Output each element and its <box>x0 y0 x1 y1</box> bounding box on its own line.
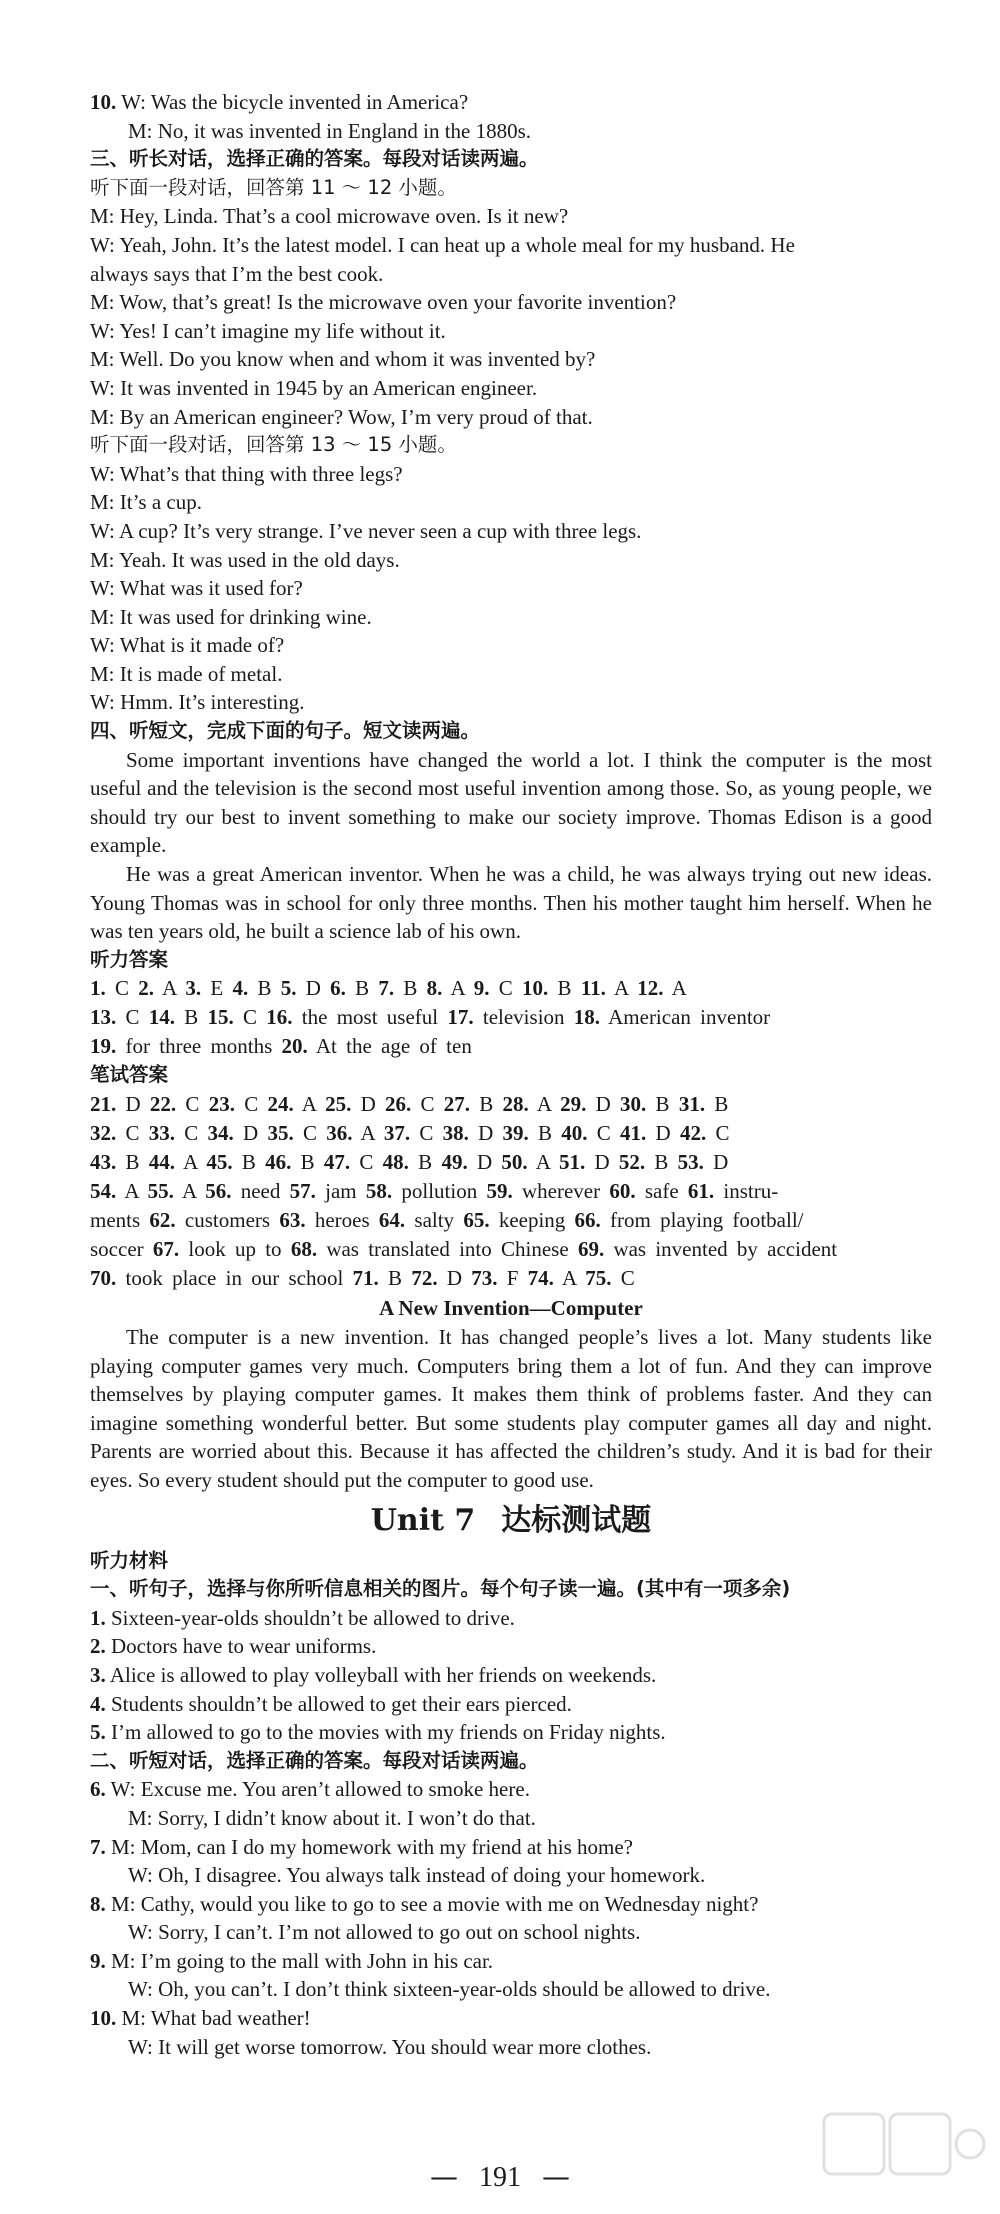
numbered-line: W: Oh, I disagree. You always talk instead of doing your homework. <box>128 1863 706 1888</box>
answer-row: 54. A 55. A 56. need 57. jam 58. pollution 59. wherever 60. safe 61. instru- <box>90 1179 779 1203</box>
dialog-line: M: Yeah. It was used in the old days. <box>90 547 400 572</box>
numbered-line: 6. W: Excuse me. You aren’t allowed to smoke here. <box>90 1777 530 1802</box>
dialog-line: W: What’s that thing with three legs? <box>90 461 403 486</box>
dialog-block <box>90 460 932 717</box>
essay-title: A New Invention—Computer <box>379 1296 643 1320</box>
dialog-line: always says that I’m the best cook. <box>90 261 384 286</box>
section-heading: 三、听长对话，选择正确的答案。每段对话读两遍。 <box>90 147 539 171</box>
essay-body: The computer is a new invention. It has changed people’s lives a lot. Many students like playing computer games very much. Computers bring them a lot of fun. And they can improve themselves by playing computer games. It makes them think of problems faster. And they can imagine something wonderful better. But some students play computer games all day and night. Parents are worried about this. Because it has affected the children’s study. And it is bad for their eyes. So every student should put the computer to good use. <box>90 1325 932 1492</box>
answer-row: 70. took place in our school 71. B 72. D 73. F 74. A 75. C <box>90 1266 635 1290</box>
watermark-logo <box>820 2108 988 2204</box>
answer-rows <box>90 1090 932 1293</box>
numbered-line: 3. Alice is allowed to play volleyball with her friends on weekends. <box>90 1662 657 1687</box>
dialog-line: W: What is it made of? <box>90 633 285 658</box>
unit-title <box>90 1495 932 1547</box>
numbered-line: 4. Students shouldn’t be allowed to get their ears pierced. <box>90 1691 572 1716</box>
dialog-line: M: No, it was invented in England in the 1880s. <box>128 118 532 143</box>
sentence-list <box>90 1604 932 1747</box>
numbered-line: W: Sorry, I can’t. I’m not allowed to go out on school nights. <box>128 1920 641 1945</box>
answer-row: 13. C 14. B 15. C 16. the most useful 17. television 18. American inventor <box>90 1005 771 1030</box>
dialog-line: M: Well. Do you know when and whom it was invented by? <box>90 347 596 372</box>
dialog-line: W: Hmm. It’s interesting. <box>90 690 305 715</box>
dialog-line: W: Yeah, John. It’s the latest model. I can heat up a whole meal for my husband. He <box>90 232 795 257</box>
numbered-line: W: Oh, you can’t. I don’t think sixteen-year-olds should be allowed to drive. <box>128 1977 771 2002</box>
dialog-line: M: By an American engineer? Wow, I’m very proud of that. <box>90 404 593 429</box>
page-number: — 191 — <box>430 2160 570 2193</box>
dialog-line: M: It is made of metal. <box>90 661 283 686</box>
dialog-line: M: It’s a cup. <box>90 490 202 515</box>
dialog-line: W: Yes! I can’t imagine my life without it. <box>90 318 446 343</box>
answer-rows <box>90 974 932 1061</box>
dialog-line: W: What was it used for? <box>90 576 303 601</box>
numbered-line: 10. M: What bad weather! <box>90 2006 311 2031</box>
dialog-line: W: A cup? It’s very strange. I’ve never seen a cup with three legs. <box>90 518 642 543</box>
sub-instruction: 听下面一段对话，回答第 13 ～ 15 小题。 <box>90 433 457 457</box>
answer-row: 1. C 2. A 3. E 4. B 5. D 6. B 7. B 8. A 9. C 10. B 11. A 12. A <box>90 976 687 1001</box>
answers-heading: 笔试答案 <box>90 1063 169 1087</box>
answer-row: 43. B 44. A 45. B 46. B 47. C 48. B 49. D 50. A 51. D 52. B 53. D <box>90 1150 729 1174</box>
answer-row: soccer 67. look up to 68. was translated into Chinese 69. was invented by accident <box>90 1237 838 1261</box>
dialog-list <box>90 1775 932 2061</box>
materials-heading: 听力材料 <box>90 1548 169 1572</box>
dialog-line: M: Wow, that’s great! Is the microwave oven your favorite invention? <box>90 290 677 315</box>
page-content <box>90 88 932 2061</box>
numbered-line: 9. M: I’m going to the mall with John in his car. <box>90 1948 494 1973</box>
passage-paragraph: Some important inventions have changed the world a lot. I think the computer is the most useful and the television is the second most useful invention among those. So, as young people, we should try our best to invent something to make our society improve. Thomas Edison is a good example. <box>90 747 932 858</box>
sub-instruction: 听下面一段对话，回答第 11 ～ 12 小题。 <box>90 175 457 199</box>
numbered-line: 1. Sixteen-year-olds shouldn’t be allowed to drive. <box>90 1605 515 1630</box>
section-heading: 二、听短对话，选择正确的答案。每段对话读两遍。 <box>90 1748 539 1772</box>
answer-row: ments 62. customers 63. heroes 64. salty 65. keeping 66. from playing football/ <box>90 1208 804 1232</box>
section-heading: 四、听短文，完成下面的句子。短文读两遍。 <box>90 719 481 743</box>
unit-title-cn: 达标测试题 <box>501 1502 652 1538</box>
section-heading: 一、听句子，选择与你所听信息相关的图片。每个句子读一遍。(其中有一项多余) <box>90 1577 791 1601</box>
answer-row: 19. for three months 20. At the age of ten <box>90 1034 472 1059</box>
numbered-line: 7. M: Mom, can I do my homework with my friend at his home? <box>90 1834 633 1859</box>
numbered-line: 8. M: Cathy, would you like to go to see a movie with me on Wednesday night? <box>90 1891 759 1916</box>
answers-heading: 听力答案 <box>90 947 169 971</box>
dialog-block <box>90 202 932 431</box>
dialog-line: W: It was invented in 1945 by an American engineer. <box>90 375 538 400</box>
numbered-line: W: It will get worse tomorrow. You should wear more clothes. <box>128 2034 652 2059</box>
dialog-line: M: Hey, Linda. That’s a cool microwave oven. Is it new? <box>90 204 569 229</box>
unit-title-en: Unit 7 <box>370 1502 476 1538</box>
dialog-line: 10. W: Was the bicycle invented in America? <box>90 90 469 114</box>
numbered-line: 5. I’m allowed to go to the movies with my friends on Friday nights. <box>90 1720 666 1745</box>
answer-row: 32. C 33. C 34. D 35. C 36. A 37. C 38. D 39. B 40. C 41. D 42. C <box>90 1121 730 1145</box>
passage-paragraph: He was a great American inventor. When he was a child, he was always trying out new ideas. Young Thomas was in school for only three months. Then his mother taught him herself. When he was ten years old, he built a science lab of his own. <box>90 862 932 944</box>
numbered-line: M: Sorry, I didn’t know about it. I won’t do that. <box>128 1805 536 1830</box>
numbered-line: 2. Doctors have to wear uniforms. <box>90 1634 377 1659</box>
dialog-line: M: It was used for drinking wine. <box>90 604 372 629</box>
answer-row: 21. D 22. C 23. C 24. A 25. D 26. C 27. B 28. A 29. D 30. B 31. B <box>90 1092 729 1116</box>
